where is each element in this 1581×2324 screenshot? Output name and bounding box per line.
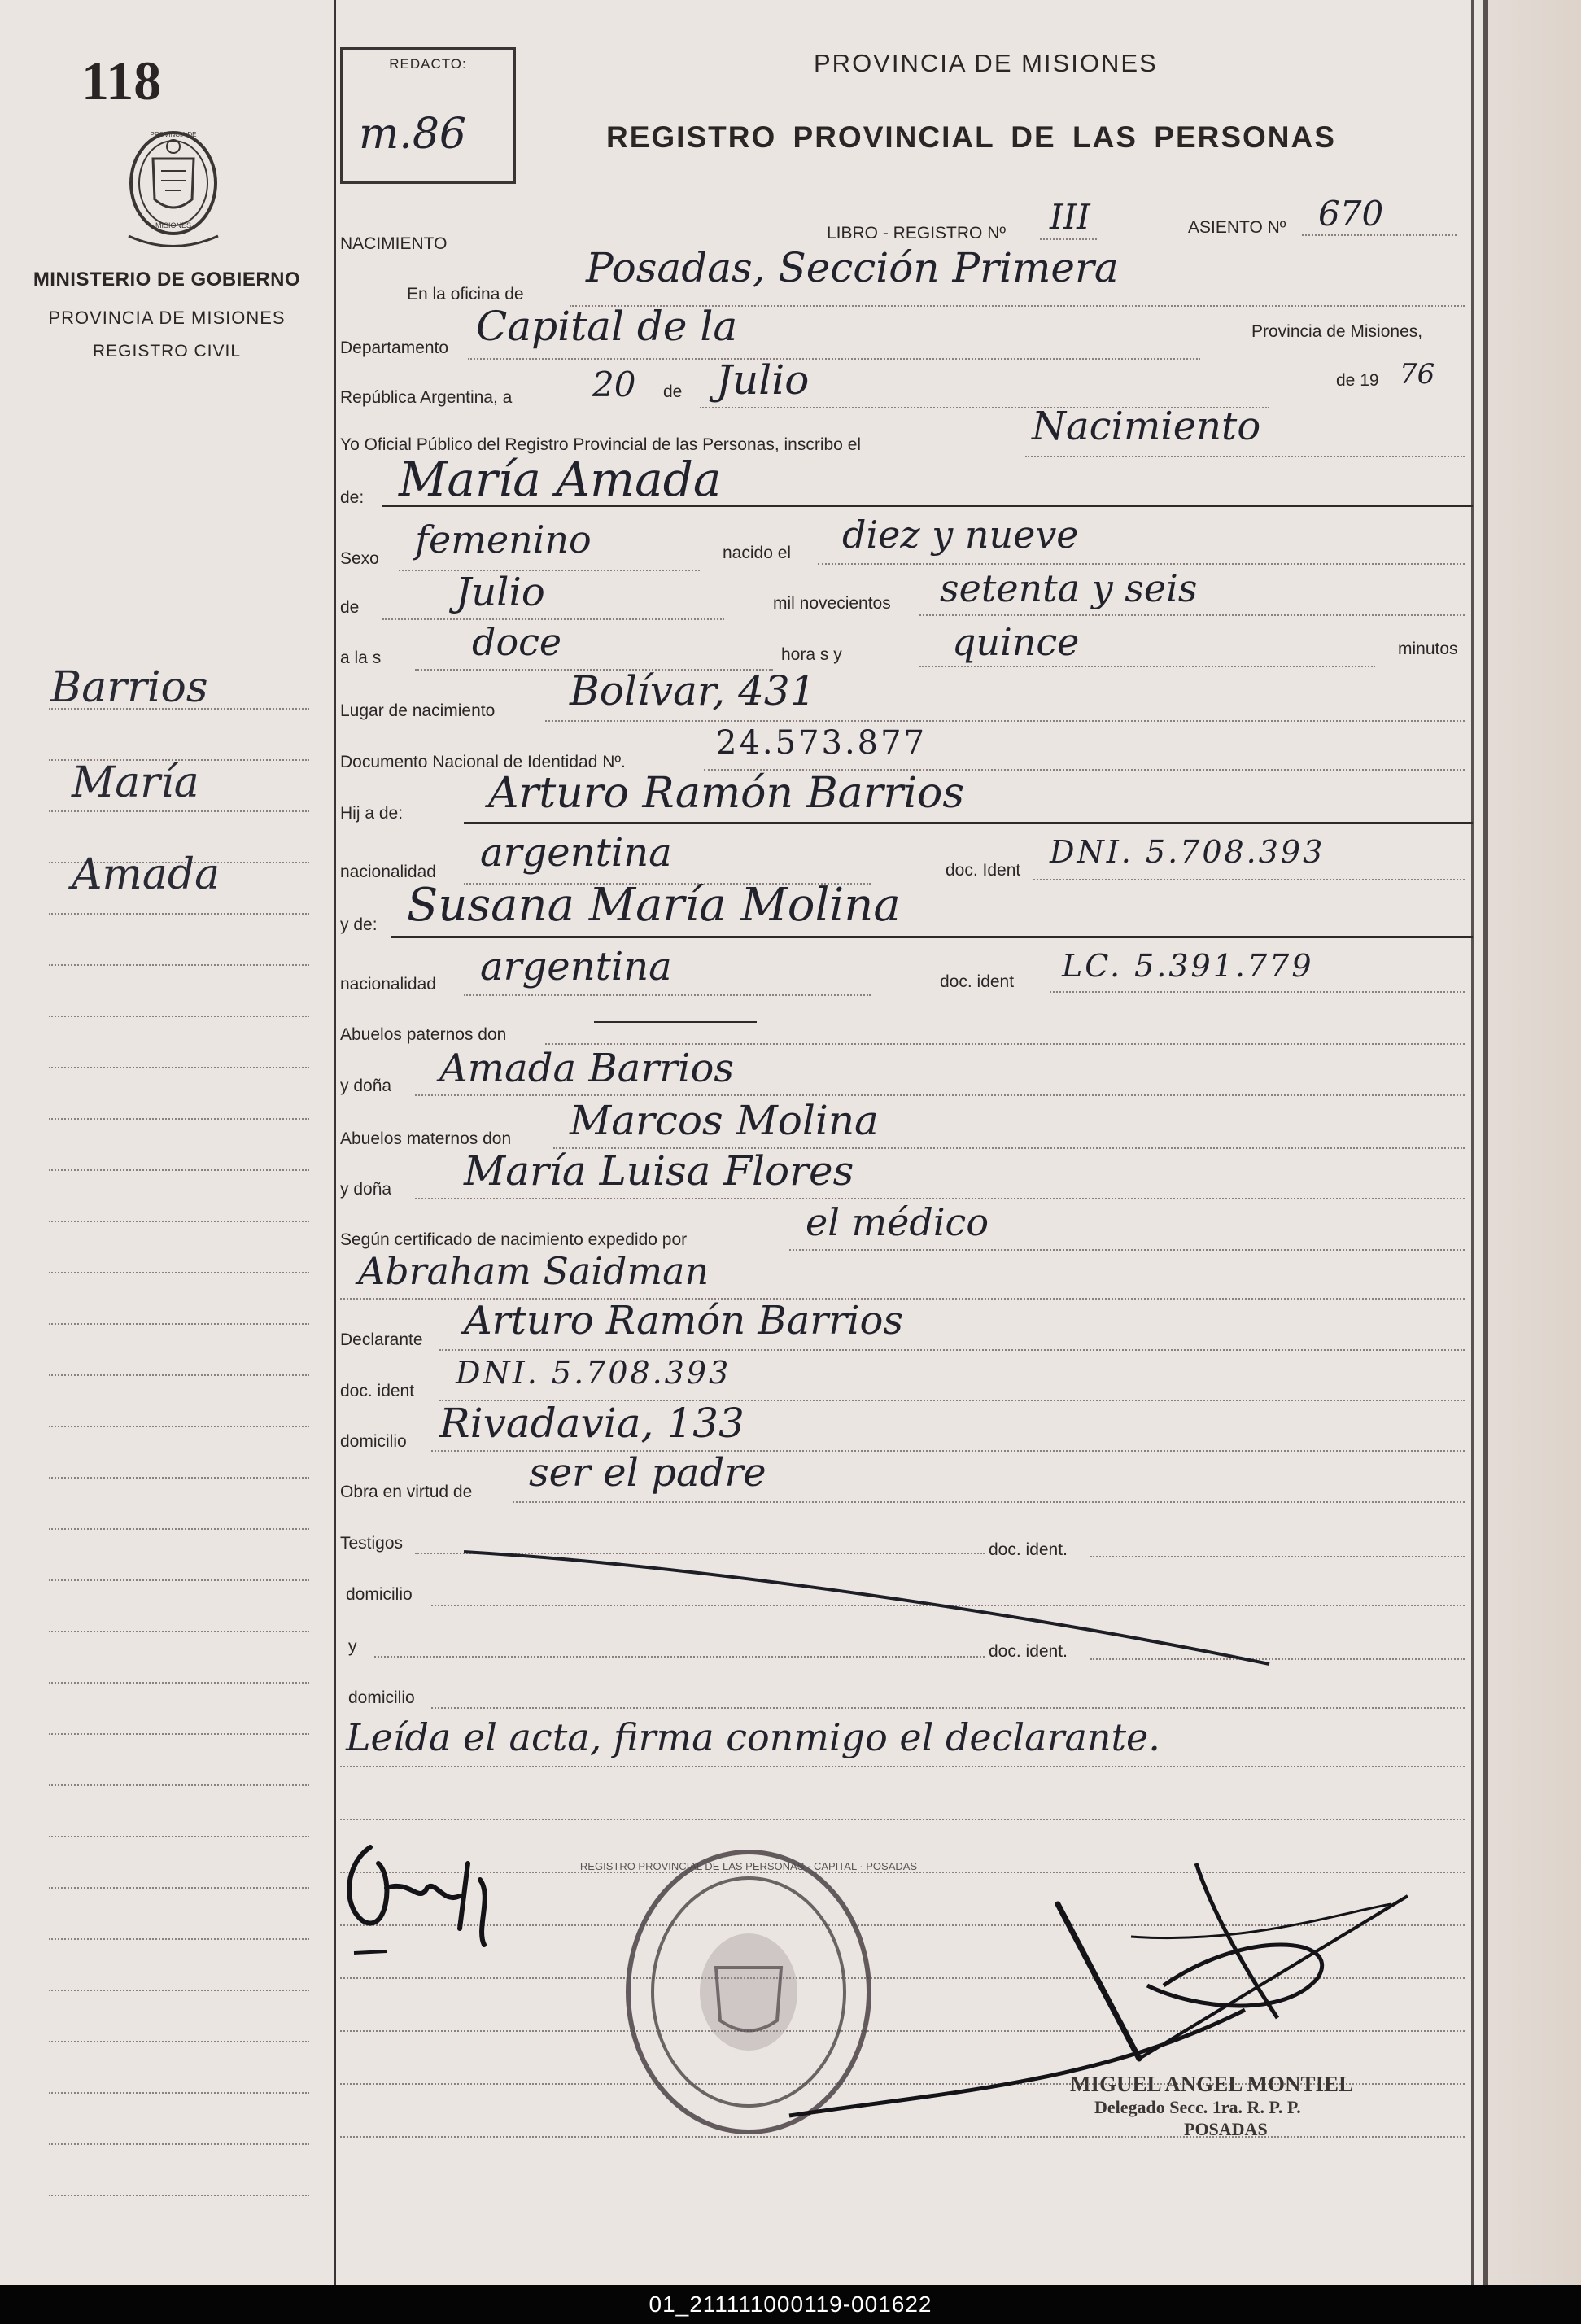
address-value: Rivadavia, 133	[439, 1400, 745, 1447]
margin-surname: Barrios	[50, 663, 208, 712]
nationality-label: nacionalidad	[340, 863, 436, 881]
margin-ruling-line	[49, 1990, 309, 1991]
margin-ruling-line	[49, 1938, 309, 1940]
pat-grandfather-label: Abuelos paternos don	[340, 1025, 507, 1044]
witness-strike-line	[464, 1542, 1277, 1672]
minutes-value: quince	[952, 620, 1080, 664]
margin-ruling-line	[49, 1426, 309, 1427]
birthplace-label: Lugar de nacimiento	[340, 701, 496, 720]
office-label: En la oficina de	[407, 285, 524, 304]
margin-ruling-line	[49, 1323, 309, 1325]
official-name: MIGUEL ANGEL MONTIEL	[1070, 2072, 1354, 2096]
witnesses-label: Testigos	[340, 1534, 404, 1553]
child-of-label: Hij a de:	[340, 804, 404, 823]
margin-ruling-line	[49, 810, 309, 812]
mat-grandmother-label: y doña	[340, 1180, 392, 1199]
child-name-value: María Amada	[399, 452, 722, 507]
margin-ruling-line	[49, 1118, 309, 1120]
margin-ruling-line	[49, 1016, 309, 1017]
footer-file-id: 01_211111000119-001622	[0, 2285, 1581, 2324]
witness2-doc-label: doc. ident.	[989, 1642, 1068, 1661]
margin-ruling-line	[49, 1836, 309, 1837]
page-edge	[1483, 0, 1581, 2285]
official-signature-text	[1070, 2071, 1353, 2140]
header-registry: REGISTRO PROVINCIAL DE LAS PERSONAS	[606, 120, 1336, 154]
seal-lettering-bottom: MISIONES	[155, 221, 192, 229]
pat-grandmother-label: y doña	[340, 1077, 392, 1095]
dni-value: 24.573.877	[716, 724, 928, 762]
asiento-label: ASIENTO Nº	[1188, 218, 1286, 237]
margin-ruling-line	[49, 2092, 309, 2094]
born-month-value: Julio	[456, 570, 545, 615]
redacto-value: m.86	[359, 110, 467, 159]
republic-label: República Argentina, a	[340, 388, 513, 407]
margin-ruling-line	[49, 1374, 309, 1376]
certificate-value: el médico	[806, 1200, 989, 1244]
year-value: 76	[1400, 358, 1435, 391]
margin-ruling-line	[49, 1169, 309, 1171]
coat-of-arms-seal-icon	[120, 122, 226, 252]
office-value: Posadas, Sección Primera	[586, 244, 1119, 291]
official-city: POSADAS	[1184, 2118, 1268, 2139]
mother-doc-value: LC. 5.391.779	[1062, 948, 1314, 984]
margin-ruling-line	[49, 1682, 309, 1684]
department-label: Departamento	[340, 339, 449, 357]
province-label: PROVINCIA DE MISIONES	[48, 308, 286, 328]
declarant-doc-value: DNI. 5.708.393	[456, 1355, 732, 1391]
margin-ruling-line	[49, 2195, 309, 2196]
margin-ruling-line	[49, 1272, 309, 1273]
official-label: Yo Oficial Público del Registro Provincial de las Personas, inscribo el	[340, 435, 862, 454]
father-value: Arturo Ramón Barrios	[488, 769, 965, 818]
witness2-address-label: domicilio	[348, 1688, 415, 1707]
nationality2-label: nacionalidad	[340, 975, 436, 994]
margin-ruling-line	[49, 2143, 309, 2145]
asiento-value: 670	[1318, 194, 1384, 234]
province-suffix: Provincia de Misiones,	[1251, 322, 1423, 341]
month-value: Julio	[716, 356, 810, 404]
closing-statement: Leída el acta, firma conmigo el declarante.	[346, 1715, 1160, 1759]
margin-ruling-line	[49, 1887, 309, 1889]
mat-grandfather-label: Abuelos maternos don	[340, 1129, 512, 1148]
left-margin-column	[0, 0, 334, 2285]
redacto-label: REDACTO:	[389, 56, 467, 72]
margin-ruling-line	[49, 2041, 309, 2042]
birth-record-form	[334, 0, 1481, 2285]
margin-ruling-line	[49, 1067, 309, 1068]
section-label: NACIMIENTO	[340, 234, 448, 253]
sex-value: femenino	[415, 518, 592, 561]
acts-label: Obra en virtud de	[340, 1483, 473, 1501]
margin-ruling-line	[49, 1221, 309, 1222]
mother-value: Susana María Molina	[407, 879, 901, 932]
ministry-label: MINISTERIO DE GOBIERNO	[33, 269, 301, 290]
department-value: Capital de la	[476, 303, 738, 350]
address-label: domicilio	[340, 1432, 407, 1451]
and2-label: y	[348, 1637, 357, 1656]
stamp-lettering: REGISTRO PROVINCIAL DE LAS PERSONAS · CAPITAL · POSADAS	[579, 1860, 918, 1872]
de2-label: de	[340, 598, 360, 617]
birthplace-value: Bolívar, 431	[570, 667, 816, 714]
page-number: 118	[81, 50, 162, 111]
declarant-doc-label: doc. ident	[340, 1382, 415, 1400]
dni-label: Documento Nacional de Identidad Nº.	[340, 753, 626, 771]
acts-value: ser el padre	[529, 1450, 766, 1496]
minutes-label: minutos	[1398, 640, 1458, 658]
margin-ruling-line	[49, 1784, 309, 1786]
mat-grandfather-value: Marcos Molina	[570, 1097, 879, 1144]
hours-label: hora s y	[781, 645, 842, 664]
margin-ruling-line	[49, 913, 309, 915]
margin-middle-name: Amada	[72, 850, 221, 899]
thousand-label: mil novecientos	[773, 594, 891, 613]
declarant-value: Arturo Ramón Barrios	[464, 1298, 904, 1343]
mother-nationality-value: argentina	[480, 944, 672, 989]
of-label: de:	[340, 488, 365, 507]
pat-grandmother-value: Amada Barrios	[439, 1046, 735, 1091]
mat-grandmother-value: María Luisa Flores	[464, 1147, 854, 1195]
father-nationality-value: argentina	[480, 830, 672, 876]
margin-ruling-line	[49, 1579, 309, 1581]
de-label: de	[663, 382, 683, 401]
margin-ruling-line	[49, 1477, 309, 1479]
header-province: PROVINCIA DE MISIONES	[814, 49, 1158, 77]
declarant-label: Declarante	[340, 1330, 423, 1349]
libro-value: III	[1050, 197, 1090, 237]
margin-ruling-line	[49, 964, 309, 966]
act-type-value: Nacimiento	[1032, 404, 1261, 449]
libro-label: LIBRO - REGISTRO Nº	[827, 224, 1007, 242]
margin-ruling-line	[49, 1733, 309, 1735]
sex-label: Sexo	[340, 549, 379, 568]
witness-doc-label: doc. ident.	[989, 1540, 1068, 1559]
civil-registry-label: REGISTRO CIVIL	[92, 342, 242, 360]
margin-first-name: María	[72, 758, 199, 807]
doc-ident2-label: doc. ident	[940, 972, 1015, 991]
certificate-label: Según certificado de nacimiento expedido por	[340, 1230, 688, 1249]
at-label: a la s	[340, 649, 382, 667]
witness-address-label: domicilio	[346, 1585, 413, 1604]
day-value: 20	[592, 365, 636, 404]
doctor-value: Abraham Saidman	[358, 1249, 710, 1293]
father-doc-value: DNI. 5.708.393	[1050, 834, 1326, 870]
year-label: de 19	[1336, 371, 1379, 390]
doc-ident-label: doc. Ident	[946, 861, 1021, 880]
margin-ruling-line	[49, 1631, 309, 1632]
born-day-value: diez y nueve	[842, 513, 1079, 557]
born-year-value: setenta y seis	[940, 566, 1198, 610]
and-label: y de:	[340, 915, 378, 934]
declarant-signature	[338, 1831, 533, 1977]
redacto-box	[340, 47, 516, 184]
born-label: nacido el	[723, 544, 792, 562]
margin-ruling-line	[49, 1528, 309, 1530]
official-position: Delegado Secc. 1ra. R. P. P.	[1094, 2097, 1301, 2118]
seal-lettering-top: PROVINCIA DE	[150, 131, 197, 138]
hour-value: doce	[472, 620, 562, 664]
